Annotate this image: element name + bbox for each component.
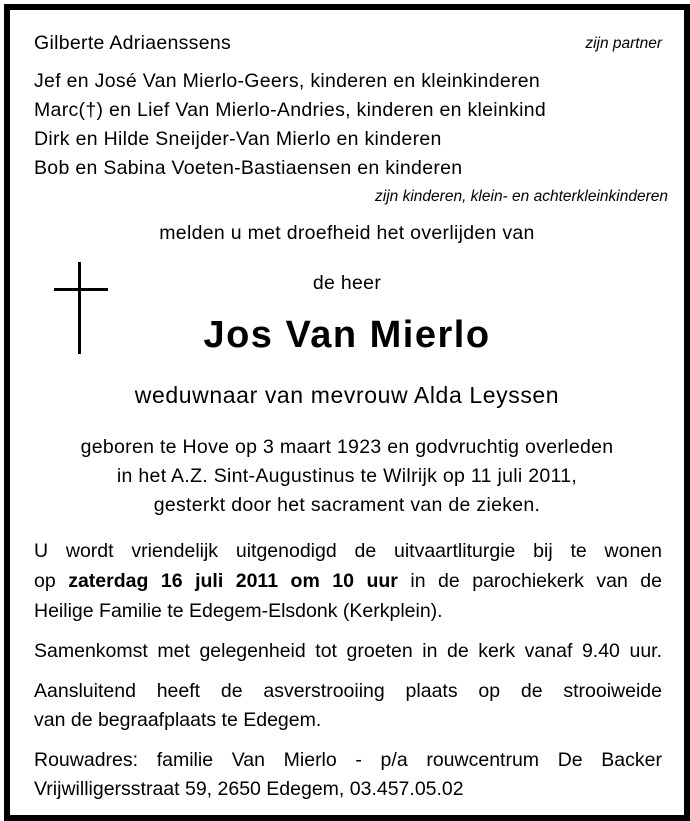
funeral-date: zaterdag 16 juli 2011 om 10 uur [68,570,398,592]
address-line-1: Rouwadres: familie Van Mierlo - p/a rouwcentrum De Backer [34,749,662,771]
widower-line: weduwnaar van mevrouw Alda Leyssen [134,382,560,408]
funeral-line-2 [34,570,662,593]
partner-relation: zijn partner [585,35,662,52]
children-line-2: Marc(†) en Lief Van Mierlo-Andries, kinderen en kleinkind [34,99,547,121]
life-line-3: gesterkt door het sacrament van de zieken. [153,494,541,516]
announcement-title: de heer [312,272,382,294]
announcement-intro: melden u met droefheid het overlijden van [159,222,535,244]
funeral-line-3: Heilige Familie te Edegem-Elsdonk (Kerkplein). [34,600,443,622]
funeral-line-2-pre: op [34,570,56,592]
life-line-1: geboren te Hove op 3 maart 1923 en godvruchtig overleden [80,436,614,458]
deceased-name: Jos Van Mierlo [203,314,491,356]
funeral-line-1: U wordt vriendelijk uitgenodigd de uitvaartliturgie bij te wonen [34,540,662,562]
life-line-2: in het A.Z. Sint-Augustinus te Wilrijk op 11 juli 2011, [116,465,578,487]
children-line-3: Dirk en Hilde Sneijder-Van Mierlo en kinderen [34,128,442,150]
scattering-line-1: Aansluitend heeft de asverstrooiing plaats op de strooiweide [34,680,662,702]
children-relation: zijn kinderen, klein- en achterkleinkinderen [375,188,668,205]
children-line-1: Jef en José Van Mierlo-Geers, kinderen en kleinkinderen [34,70,541,92]
address-line-2: Vrijwilligersstraat 59, 2650 Edegem, 03.457.05.02 [34,778,464,800]
gathering-line: Samenkomst met gelegenheid tot groeten in de kerk vanaf 9.40 uur. [34,640,662,662]
funeral-line-2-post: in de parochiekerk van de [410,570,662,592]
scattering-line-2: van de begraafplaats te Edegem. [34,709,322,731]
children-line-4: Bob en Sabina Voeten-Bastiaensen en kinderen [34,157,463,179]
partner-name: Gilberte Adriaenssens [34,32,232,54]
death-notice-frame [4,4,690,821]
